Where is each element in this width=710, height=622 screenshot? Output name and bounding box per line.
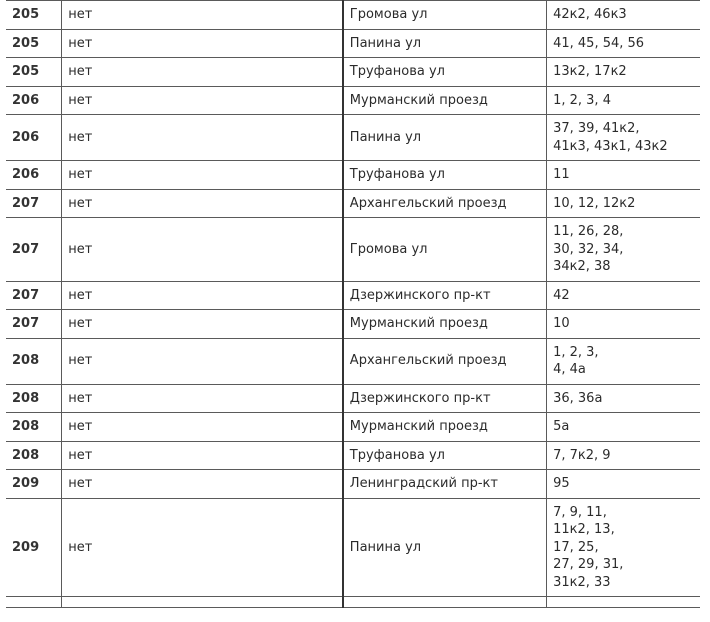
flag-cell: нет	[62, 189, 343, 218]
table-row	[6, 338, 700, 384]
flag-cell	[62, 597, 343, 608]
district-number-cell: 206	[6, 115, 62, 161]
address-table	[6, 0, 700, 608]
street-cell: Панина ул	[343, 498, 547, 597]
street-cell: Мурманский проезд	[343, 413, 547, 442]
houses-line: 10	[553, 316, 570, 331]
flag-cell: нет	[62, 29, 343, 58]
street-cell: Мурманский проезд	[343, 310, 547, 339]
houses-line: 5а	[553, 419, 570, 434]
district-number-cell: 205	[6, 1, 62, 30]
flag-cell: нет	[62, 218, 343, 282]
district-number-cell: 208	[6, 338, 62, 384]
houses-line: 4, 4а	[553, 362, 586, 377]
houses-cell	[547, 115, 700, 161]
flag-cell: нет	[62, 498, 343, 597]
district-number-cell: 206	[6, 86, 62, 115]
flag-cell: нет	[62, 58, 343, 87]
table-row	[6, 86, 700, 115]
houses-cell	[547, 413, 700, 442]
houses-line: 17, 25,	[553, 539, 599, 555]
table-row	[6, 597, 700, 608]
flag-cell: нет	[62, 413, 343, 442]
houses-cell	[547, 29, 700, 58]
table-row	[6, 29, 700, 58]
houses-cell	[547, 1, 700, 30]
street-cell: Труфанова ул	[343, 161, 547, 190]
houses-cell	[547, 338, 700, 384]
street-cell: Громова ул	[343, 1, 547, 30]
flag-cell: нет	[62, 86, 343, 115]
table-row	[6, 115, 700, 161]
table-row	[6, 310, 700, 339]
houses-cell	[547, 597, 700, 608]
street-cell: Громова ул	[343, 218, 547, 282]
houses-cell	[547, 281, 700, 310]
flag-cell: нет	[62, 310, 343, 339]
houses-line: 37, 39, 41к2,	[553, 121, 640, 136]
houses-line: 30, 32, 34,	[553, 241, 624, 257]
street-cell: Труфанова ул	[343, 441, 547, 470]
table-row	[6, 470, 700, 499]
flag-cell: нет	[62, 281, 343, 310]
flag-cell: нет	[62, 115, 343, 161]
houses-line: 34к2, 38	[553, 259, 611, 274]
houses-line: 1, 2, 3,	[553, 344, 599, 360]
flag-cell: нет	[62, 1, 343, 30]
houses-line: 41к3, 43к1, 43к2	[553, 138, 668, 154]
houses-cell	[547, 310, 700, 339]
table-row	[6, 384, 700, 413]
flag-cell: нет	[62, 161, 343, 190]
houses-line: 7, 7к2, 9	[553, 447, 611, 463]
houses-cell	[547, 470, 700, 499]
houses-line: 41, 45, 54, 56	[553, 35, 645, 51]
houses-cell	[547, 161, 700, 190]
street-cell: Мурманский проезд	[343, 86, 547, 115]
street-cell: Ленинградский пр-кт	[343, 470, 547, 499]
street-cell: Дзержинского пр-кт	[343, 384, 547, 413]
table-row	[6, 281, 700, 310]
district-number-cell: 205	[6, 58, 62, 87]
street-cell: Архангельский проезд	[343, 189, 547, 218]
houses-cell	[547, 498, 700, 597]
houses-cell	[547, 58, 700, 87]
district-number-cell: 209	[6, 498, 62, 597]
houses-line: 1, 2, 3, 4	[553, 92, 611, 108]
table-row	[6, 161, 700, 190]
flag-cell: нет	[62, 470, 343, 499]
table-row	[6, 1, 700, 30]
houses-line: 95	[553, 476, 570, 491]
district-number-cell	[6, 597, 62, 608]
houses-cell	[547, 441, 700, 470]
district-number-cell: 209	[6, 470, 62, 499]
street-cell: Труфанова ул	[343, 58, 547, 87]
street-cell	[343, 597, 547, 608]
district-number-cell: 207	[6, 281, 62, 310]
district-number-cell: 206	[6, 161, 62, 190]
houses-line: 7, 9, 11,	[553, 504, 607, 520]
district-number-cell: 208	[6, 413, 62, 442]
street-cell: Архангельский проезд	[343, 338, 547, 384]
street-cell: Панина ул	[343, 115, 547, 161]
table-row	[6, 58, 700, 87]
district-number-cell: 207	[6, 218, 62, 282]
flag-cell: нет	[62, 384, 343, 413]
houses-line: 11, 26, 28,	[553, 224, 624, 239]
houses-line: 31к2, 33	[553, 574, 611, 590]
district-number-cell: 208	[6, 384, 62, 413]
houses-line: 42	[553, 287, 570, 303]
flag-cell: нет	[62, 338, 343, 384]
flag-cell: нет	[62, 441, 343, 470]
houses-cell	[547, 384, 700, 413]
houses-line: 27, 29, 31,	[553, 557, 624, 572]
district-number-cell: 207	[6, 189, 62, 218]
address-table-body	[6, 1, 700, 608]
table-row	[6, 498, 700, 597]
houses-cell	[547, 218, 700, 282]
table-row	[6, 413, 700, 442]
houses-cell	[547, 86, 700, 115]
street-cell: Дзержинского пр-кт	[343, 281, 547, 310]
table-row	[6, 218, 700, 282]
table-row	[6, 189, 700, 218]
table-row	[6, 441, 700, 470]
houses-line: 42к2, 46к3	[553, 7, 627, 22]
street-cell: Панина ул	[343, 29, 547, 58]
houses-cell	[547, 189, 700, 218]
houses-line: 11к2, 13,	[553, 522, 615, 537]
district-number-cell: 208	[6, 441, 62, 470]
houses-line: 13к2, 17к2	[553, 64, 627, 79]
houses-line: 11	[553, 167, 570, 182]
houses-line: 36, 36а	[553, 390, 603, 406]
district-number-cell: 207	[6, 310, 62, 339]
district-number-cell: 205	[6, 29, 62, 58]
houses-line: 10, 12, 12к2	[553, 195, 636, 211]
